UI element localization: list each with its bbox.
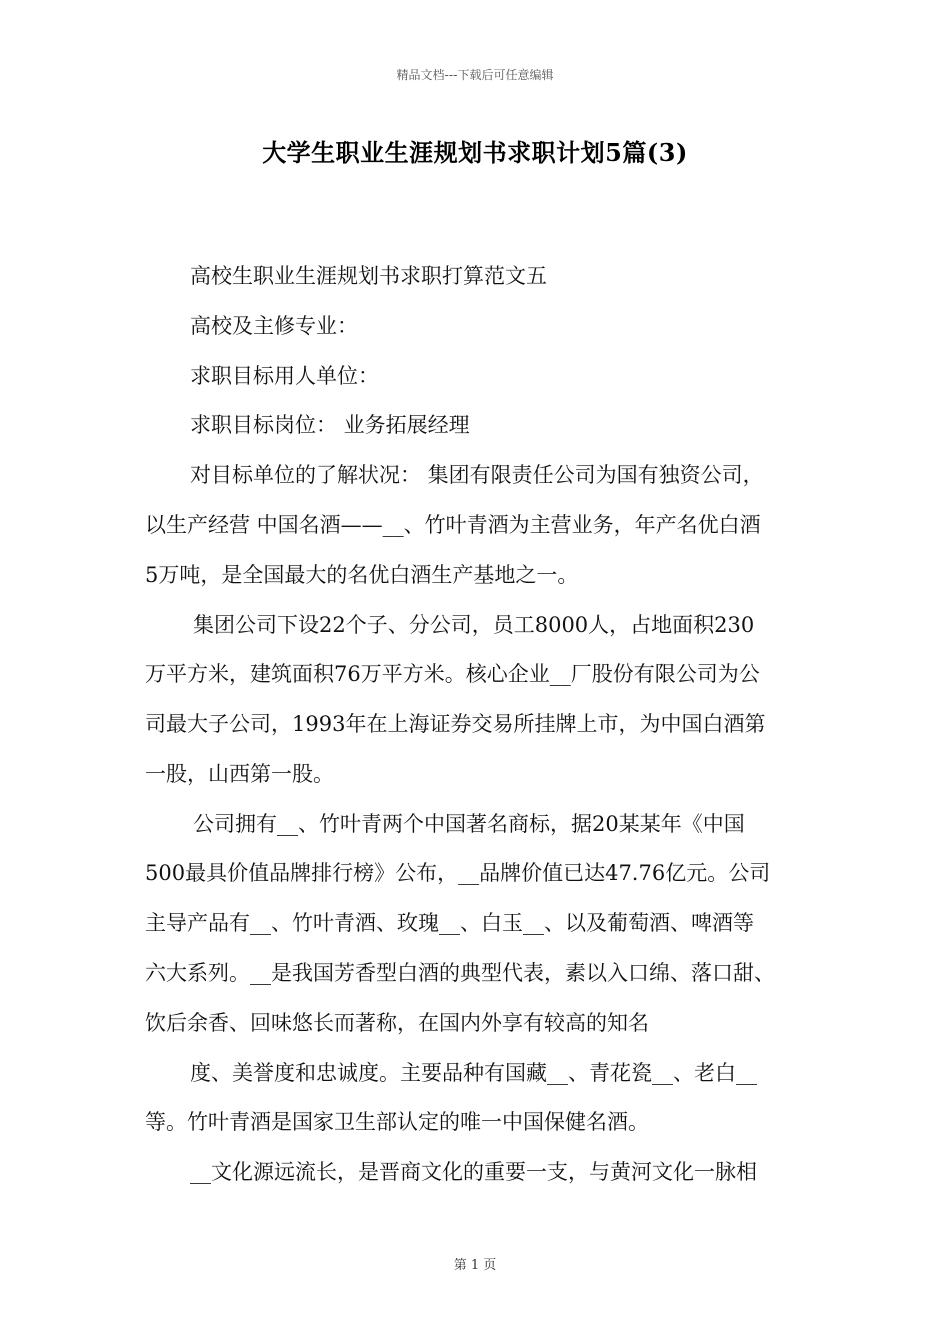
body-line: 500最具价值品牌排行榜》公布，__品牌价值已达47.76亿元。公司 (145, 861, 771, 885)
page-header: 精品文档---下载后可任意编辑 (396, 68, 554, 82)
body-line: 以生产经营 中国名酒——__、竹叶青酒为主营业务，年产名优白酒 (145, 513, 761, 537)
body-line: 高校生职业生涯规划书求职打算范文五 (190, 264, 547, 288)
body-line: 一股，山西第一股。 (145, 762, 334, 786)
body-line: 度、美誉度和忠诚度。主要品种有国藏__、青花瓷__、老白__ (190, 1061, 757, 1085)
body-line: 主导产品有__、竹叶青酒、玫瑰__、白玉__、以及葡萄酒、啤酒等 (145, 911, 754, 935)
body-line: 公司拥有__、竹叶青两个中国著名商标，据20某某年《中国 (193, 812, 745, 836)
body-line: 求职目标用人单位： (190, 364, 379, 388)
body-line: 饮后余香、回味悠长而著称，在国内外享有较高的知名 (145, 1011, 649, 1035)
body-line: __文化源远流长，是晋商文化的重要一支，与黄河文化一脉相 (190, 1160, 757, 1184)
body-line: 高校及主修专业： (190, 314, 358, 338)
body-line: 对目标单位的了解状况： 集团有限责任公司为国有独资公司， (190, 463, 764, 487)
body-line: 求职目标岗位： 业务拓展经理 (190, 413, 470, 437)
body-line: 万平方米，建筑面积76万平方米。核心企业__厂股份有限公司为公 (145, 662, 760, 686)
body-line: 司最大子公司，1993年在上海证券交易所挂牌上市，为中国白酒第 (145, 712, 766, 736)
body-line: 等。竹叶青酒是国家卫生部认定的唯一中国保健名酒。 (145, 1110, 649, 1134)
body-line: 5万吨，是全国最大的名优白酒生产基地之一。 (145, 563, 579, 587)
body-line: 集团公司下设22个子、分公司，员工8000人，占地面积230 (193, 613, 755, 637)
body-line: 六大系列。__是我国芳香型白酒的典型代表，素以入口绵、落口甜、 (145, 961, 775, 985)
page-number: 第 1 页 (453, 1258, 497, 1273)
document-title: 大学生职业生涯规划书求职计划5篇(3) (262, 138, 688, 167)
